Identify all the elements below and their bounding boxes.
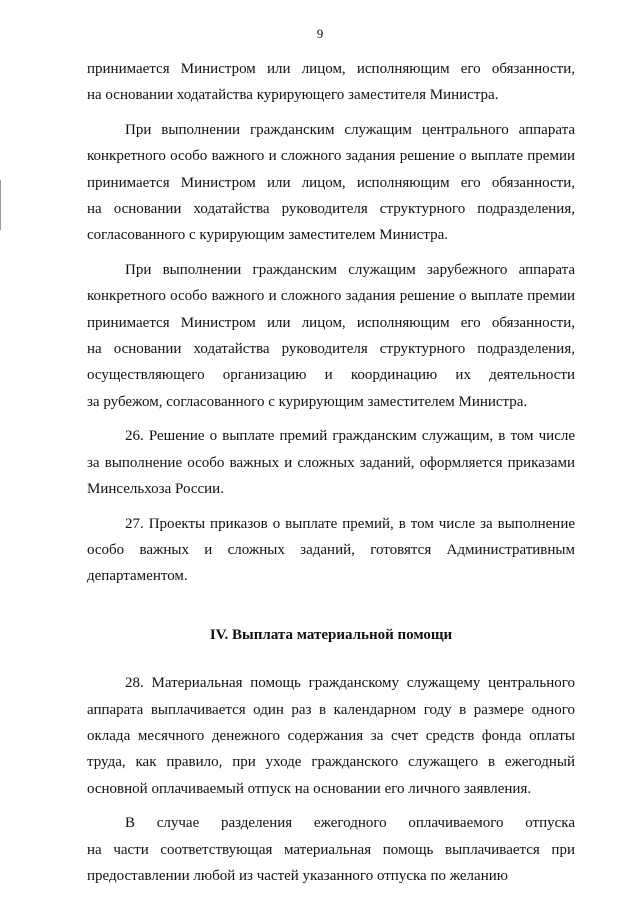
paragraph [87, 56, 575, 109]
scan-margin-mark [0, 180, 1, 230]
paragraph-line: Минсельхоза России. [87, 481, 224, 498]
paragraph-line: принимается Министром или лицом, исполняющим его обязанности, [87, 174, 575, 191]
paragraph-line: 28. Материальная помощь гражданскому служащему центрального [125, 675, 575, 692]
paragraph-line: согласованного с курирующим заместителем Министра. [87, 227, 448, 244]
paragraph-line: предоставлении любой из частей указанного отпуска по желанию [87, 867, 508, 884]
paragraph [87, 511, 575, 590]
paragraph-line: особо важных и сложных заданий, готовятся Административным [87, 541, 575, 558]
paragraph-line: принимается Министром или лицом, исполняющим его обязанности, [87, 61, 575, 77]
paragraph-line: на основании ходатайства руководителя структурного подразделения, [87, 201, 575, 218]
paragraph-line: В случае разделения ежегодного оплачиваемого отпуска [125, 815, 575, 832]
paragraph-line: на основании ходатайства курирующего заместителя Министра. [87, 87, 499, 104]
paragraph-line: основной оплачиваемый отпуск на основании его личного заявления. [87, 780, 532, 797]
paragraphs-bottom [87, 670, 575, 889]
paragraph-line: на части соответствующая материальная помощь выплачивается при [87, 841, 575, 858]
paragraph-line: оклада месячного денежного содержания за счет средств фонда оплаты [87, 727, 575, 744]
paragraph-line: департаментом. [87, 568, 188, 585]
paragraph-line: аппарата выплачивается один раз в календарном году в размере одного [87, 701, 575, 718]
paragraph [87, 810, 575, 889]
paragraphs-top [87, 56, 575, 590]
page-number: 9 [316, 26, 324, 41]
document-body [87, 56, 575, 897]
paragraph-line: 26. Решение о выплате премий гражданским служащим, в том числе [125, 428, 575, 445]
paragraph-line: на основании ходатайства руководителя структурного подразделения, [87, 341, 575, 358]
paragraph-line: осуществляющего организацию и координацию их деятельности [87, 367, 575, 384]
section-heading: IV. Выплата материальной помощи [209, 626, 453, 643]
paragraph-line: При выполнении гражданским служащим центрального аппарата [125, 121, 575, 138]
paragraph-line: принимается Министром или лицом, исполняющим его обязанности, [87, 314, 575, 331]
paragraph [87, 117, 575, 249]
paragraph [87, 257, 575, 415]
paragraph-line: за выполнение особо важных и сложных заданий, оформляется приказами [87, 454, 575, 471]
paragraph-line: за рубежом, согласованного с курирующим заместителем Министра. [87, 393, 528, 410]
paragraph-line: 27. Проекты приказов о выплате премий, в том числе за выполнение [125, 515, 575, 532]
paragraph-line: труда, как правило, при уходе гражданского служащего в ежегодный [87, 754, 575, 771]
paragraph-line: конкретного особо важного и сложного задания решение о выплате премии [87, 148, 575, 165]
paragraph-line: При выполнении гражданским служащим зарубежного аппарата [125, 261, 575, 278]
paragraph [87, 670, 575, 802]
paragraph [87, 423, 575, 502]
paragraph-line: конкретного особо важного и сложного задания решение о выплате премии [87, 288, 575, 305]
